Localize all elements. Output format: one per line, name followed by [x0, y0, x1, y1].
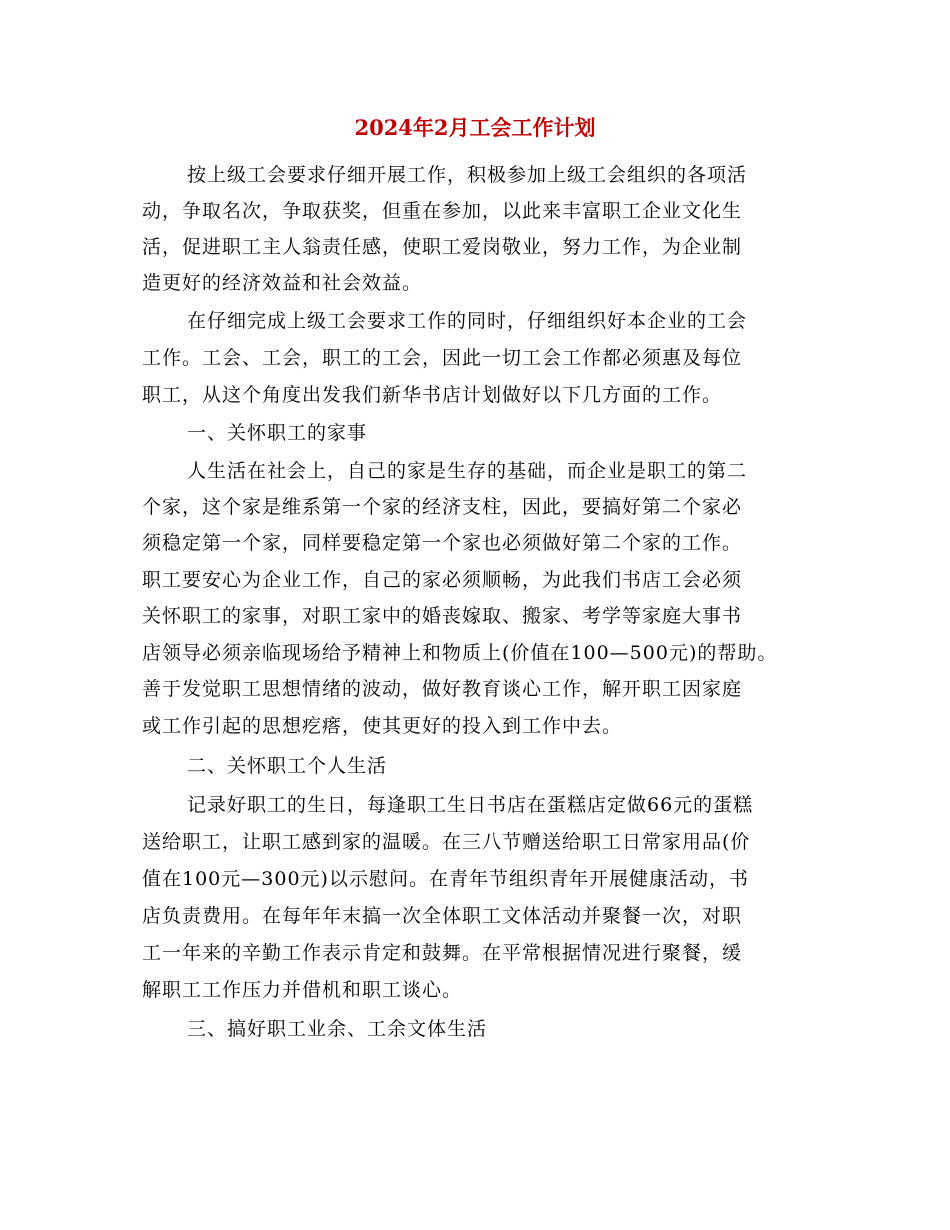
paragraph-3-line-6: 店领导必须亲临现场给予精神上和物质上(价值在100—500元)的帮助。	[142, 642, 778, 664]
section-heading-3: 三、搞好职工业余、工余文体生活	[187, 1018, 488, 1040]
section-heading-1: 一、关怀职工的家事	[187, 422, 368, 444]
paragraph-4-line-5: 工一年来的辛勤工作表示肯定和鼓舞。在平常根据情况进行聚餐，缓	[142, 942, 743, 964]
paragraph-1-line-3: 活，促进职工主人翁责任感，使职工爱岗敬业，努力工作，为企业制	[142, 236, 743, 258]
paragraph-2-line-2: 工作。工会、工会，职工的工会，因此一切工会工作都必须惠及每位	[142, 347, 743, 369]
paragraph-4-line-2: 送给职工，让职工感到家的温暖。在三八节赠送给职工日常家用品(价	[142, 831, 751, 853]
document-title: 2024年2月工会工作计划	[354, 115, 596, 140]
paragraph-3-line-2: 个家，这个家是维系第一个家的经济支柱，因此，要搞好第二个家必	[142, 496, 743, 518]
paragraph-2-line-3: 职工，从这个角度出发我们新华书店计划做好以下几方面的工作。	[142, 384, 723, 406]
paragraph-3-line-8: 或工作引起的思想疙瘩，使其更好的投入到工作中去。	[142, 715, 623, 737]
paragraph-4-line-1: 记录好职工的生日，每逢职工生日书店在蛋糕店定做66元的蛋糕	[187, 794, 754, 816]
paragraph-2-line-1: 在仔细完成上级工会要求工作的同时，仔细组织好本企业的工会	[187, 310, 748, 332]
paragraph-1-line-4: 造更好的经济效益和社会效益。	[142, 272, 423, 294]
paragraph-3-line-3: 须稳定第一个家，同样要稳定第一个家也必须做好第二个家的工作。	[142, 532, 743, 554]
section-heading-2: 二、关怀职工个人生活	[187, 755, 388, 777]
paragraph-4-line-6: 解职工工作压力并借机和职工谈心。	[142, 979, 463, 1001]
paragraph-1-line-1: 按上级工会要求仔细开展工作，积极参加上级工会组织的各项活	[187, 164, 748, 186]
paragraph-4-line-3: 值在100元—300元)以示慰问。在青年节组织青年开展健康活动，书	[142, 868, 749, 890]
paragraph-3-line-1: 人生活在社会上，自己的家是生存的基础，而企业是职工的第二	[187, 460, 748, 482]
paragraph-3-line-4: 职工要安心为企业工作，自己的家必须顺畅，为此我们书店工会必须	[142, 569, 743, 591]
paragraph-3-line-7: 善于发觉职工思想情绪的波动，做好教育谈心工作，解开职工因家庭	[142, 678, 743, 700]
paragraph-4-line-4: 店负责费用。在每年年末搞一次全体职工文体活动并聚餐一次，对职	[142, 905, 743, 927]
paragraph-1-line-2: 动，争取名次，争取获奖，但重在参加，以此来丰富职工企业文化生	[142, 200, 743, 222]
paragraph-3-line-5: 关怀职工的家事，对职工家中的婚丧嫁取、搬家、考学等家庭大事书	[142, 605, 743, 627]
